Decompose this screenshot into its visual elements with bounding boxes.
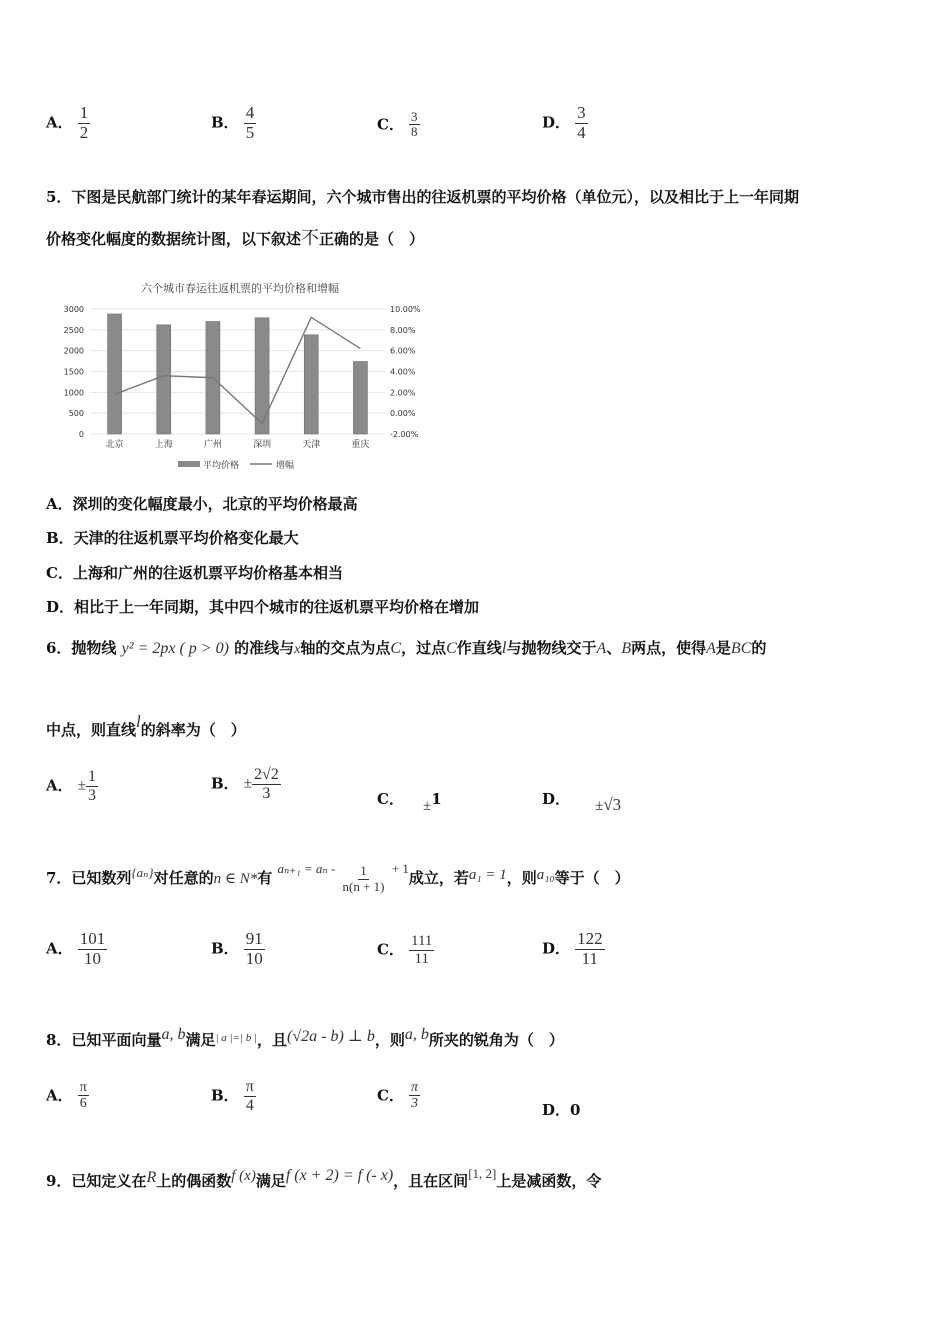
fraction: $\frac{\pi}{6}$ [79, 1080, 87, 1112]
left-tick-label: 2500 [63, 325, 84, 335]
q5-option-a[interactable]: A．深圳的变化幅度最小，北京的平均价格最高 [46, 495, 358, 513]
q6-option-a[interactable]: A． ± $\frac{1}{3}$ [46, 768, 96, 804]
fraction: $\frac{101}{10}$ [79, 929, 106, 968]
q5-option-b[interactable]: B．天津的往返机票平均价格变化最大 [46, 529, 299, 547]
fraction: $\frac{1}{2}$ [79, 103, 89, 142]
option-label: D． [542, 113, 571, 132]
left-tick-label: 0 [78, 430, 84, 439]
q4-option-a[interactable] [46, 104, 90, 142]
left-tick-label: 1500 [63, 367, 84, 377]
chart-bars [108, 314, 368, 434]
q8-option-a[interactable]: A． $\frac{\pi}{6}$ [46, 1080, 87, 1112]
q9-stem: 9．已知定义在R上的偶函数f (x)满足f (x + 2) = f (- x)，且在区间[1, 2]上是减函数，令 [46, 1166, 602, 1190]
right-axis-ticks [390, 305, 421, 439]
right-tick-label: 10.00% [390, 305, 421, 314]
price-bar [353, 362, 367, 435]
recurrence-fraction: $\frac{1}{n(n + 1)}$ [342, 863, 385, 894]
fraction: $\frac{1}{3}$ [87, 768, 96, 804]
q6-option-c[interactable]: C． ±1 [377, 790, 442, 814]
left-tick-label: 3000 [63, 305, 84, 314]
price-bar [108, 314, 122, 434]
category-label: 上海 [154, 440, 173, 450]
q7-option-d[interactable]: D． $\frac{122}{11}$ [542, 929, 603, 968]
q6-stem-line1: 6．抛物线 y² = 2px ( p > 0) 的准线与x轴的交点为点C，过点C作直线l与抛物线交于A、B两点，使得A是BC的 [46, 638, 767, 657]
q4-option-c[interactable] [377, 110, 420, 140]
right-tick-label: 2.00% [390, 388, 416, 398]
q5-stem-line1: 5．下图是民航部门统计的某年春运期间，六个城市售出的往返机票的平均价格（单位元），以及相比于上一年同期 [46, 188, 799, 206]
option-label: B． [211, 113, 239, 132]
fraction: $\frac{2√2}{3}$ [254, 766, 279, 802]
growth-line [115, 317, 361, 423]
q8-stem: 8．已知平面向量a, b满足$^{| a |=| b |}$，且(√2a - b) ⊥ b，则a, b所夹的锐角为（ ） [46, 1026, 564, 1049]
x-axis-labels [106, 438, 370, 450]
category-label: 广州 [203, 440, 222, 450]
parabola-equation: y² = 2px ( p > 0) [121, 640, 229, 657]
q5-option-d[interactable]: D．相比于上一年同期，其中四个城市的往返机票平均价格在增加 [46, 598, 480, 616]
right-tick-label: -2.00% [390, 430, 419, 439]
left-axis-ticks [64, 305, 84, 439]
chart-title: 六个城市春运往返机票的平均价格和增幅 [141, 282, 339, 295]
q7-stem: 7．已知数列{aₙ}对任意的n ∈ N*有 aₙ₊₁ = aₙ - $\frac{1}{n(n + 1)}$ + 1成立，若a₁ = 1，则a₁₀等于（ ） [46, 861, 630, 894]
fraction: $\frac{4}{5}$ [245, 103, 255, 142]
fraction: $\frac{111}{11}$ [411, 933, 433, 967]
category-label: 深圳 [253, 440, 272, 450]
legend-bar-label: 平均价格 [203, 461, 240, 471]
q7-option-c[interactable]: C． $\frac{111}{11}$ [377, 933, 433, 967]
left-tick-label: 500 [68, 409, 84, 419]
q6-stem-line2: 中点，则直线l的斜率为（ ） [46, 712, 246, 739]
emphasis-not: 不 [301, 228, 320, 249]
price-growth-chart [50, 276, 440, 476]
legend-bar-swatch [178, 461, 200, 467]
q4-option-d[interactable] [542, 104, 588, 142]
q8-option-b[interactable]: B． $\frac{\pi}{4}$ [211, 1078, 254, 1114]
fraction: $\frac{122}{11}$ [577, 929, 603, 968]
chart-grid [90, 309, 385, 434]
price-bar [255, 318, 269, 434]
right-tick-label: 4.00% [390, 367, 416, 377]
price-bar [304, 335, 318, 434]
fraction: $\frac{\pi}{3}$ [411, 1080, 419, 1112]
option-label: C． [377, 115, 404, 134]
fraction: $\frac{\pi}{4}$ [245, 1078, 254, 1114]
category-label: 北京 [105, 440, 124, 450]
fraction: $\frac{91}{10}$ [245, 929, 263, 968]
option-label: A． [46, 113, 73, 132]
category-label: 重庆 [351, 440, 370, 450]
recurrence-left: aₙ₊₁ = aₙ - [277, 861, 336, 876]
left-tick-label: 2000 [63, 346, 84, 356]
fraction: $\frac{3}{8}$ [411, 109, 418, 140]
category-label: 天津 [302, 440, 321, 450]
right-tick-label: 8.00% [390, 325, 416, 335]
chart-legend [178, 459, 294, 471]
q5-option-c[interactable]: C．上海和广州的往返机票平均价格基本相当 [46, 564, 343, 582]
q8-option-d[interactable]: D．0 [542, 1101, 581, 1119]
right-tick-label: 0.00% [390, 409, 416, 419]
q4-option-b[interactable] [211, 104, 256, 142]
fraction: $\frac{3}{4}$ [577, 103, 586, 142]
q5-stem-line2: 价格变化幅度的数据统计图，以下叙述不正确的是（ ） [46, 228, 425, 249]
q8-option-c[interactable]: C． $\frac{\pi}{3}$ [377, 1080, 419, 1112]
legend-line-label: 增幅 [276, 461, 295, 471]
left-tick-label: 1000 [63, 388, 84, 398]
price-bar [157, 325, 171, 434]
q6-option-d[interactable]: D． ±√3 [542, 790, 622, 814]
q6-option-b[interactable]: B． ± $\frac{2√2}{3}$ [211, 766, 279, 802]
q7-option-b[interactable]: B． $\frac{91}{10}$ [211, 929, 263, 968]
right-tick-label: 6.00% [390, 346, 416, 356]
q7-option-a[interactable]: A． $\frac{101}{10}$ [46, 929, 106, 968]
